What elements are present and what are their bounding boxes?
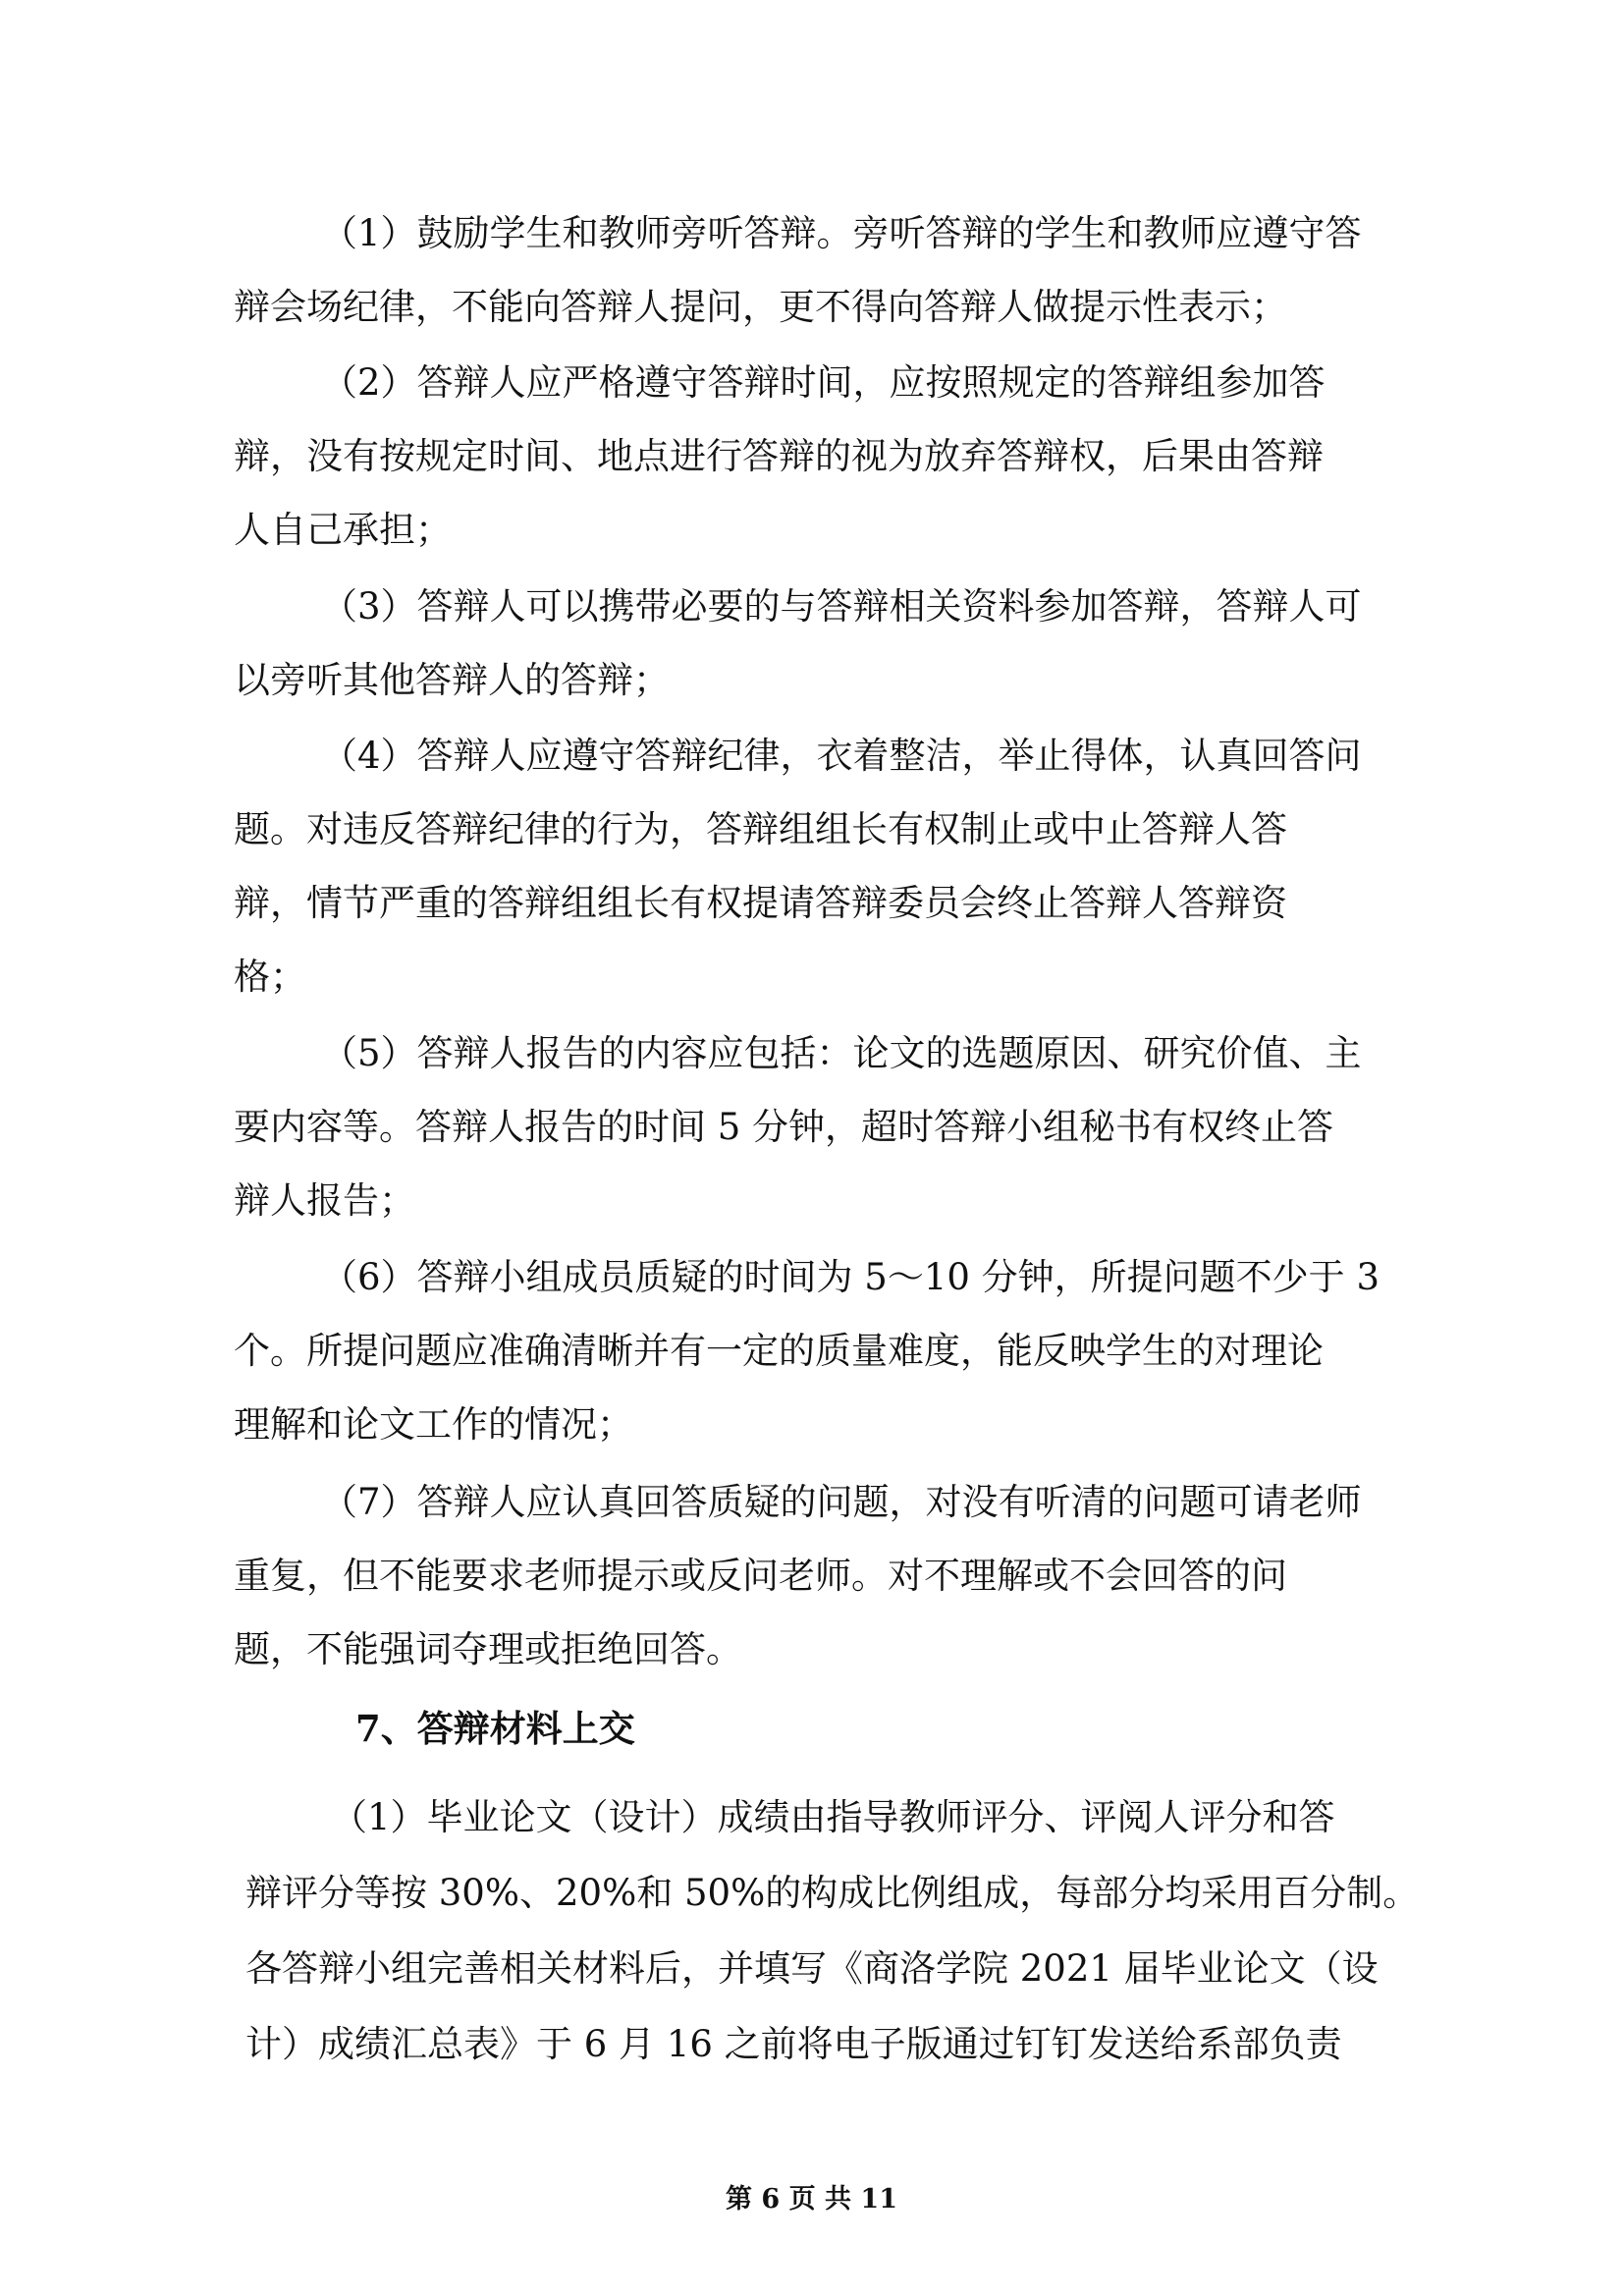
paragraph-line: 辩会场纪律，不能向答辩人提问，更不得向答辩人做提示性表示； bbox=[234, 286, 1287, 328]
paragraph-line: （7）答辩人应认真回答质疑的问题，对没有听清的问题可请老师 bbox=[321, 1481, 1362, 1523]
paragraph-line: 个。所提问题应准确清晰并有一定的质量难度，能反映学生的对理论 bbox=[234, 1330, 1324, 1372]
paragraph-line: （6）答辩小组成员质疑的时间为 5～10 分钟，所提问题不少于 3 bbox=[321, 1256, 1380, 1298]
paragraph-line: 辩人报告； bbox=[234, 1179, 415, 1222]
paragraph-line: （4）答辩人应遵守答辩纪律，衣着整洁，举止得体，认真回答问 bbox=[321, 735, 1362, 777]
paragraph-line: 题，不能强词夺理或拒绝回答。 bbox=[234, 1628, 742, 1670]
paragraph-line: 辩，没有按规定时间、地点进行答辩的视为放弃答辩权，后果由答辩 bbox=[234, 435, 1324, 477]
page-number-footer: 第 6 页 共 11 bbox=[726, 2184, 897, 2214]
paragraph-line: 计）成绩汇总表》于 6 月 16 之前将电子版通过钉钉发送给系部负责 bbox=[245, 2023, 1342, 2065]
paragraph-line: 要内容等。答辩人报告的时间 5 分钟，超时答辩小组秘书有权终止答 bbox=[234, 1106, 1334, 1148]
paragraph-line: 以旁听其他答辩人的答辩； bbox=[234, 659, 670, 701]
paragraph-line: 辩，情节严重的答辩组组长有权提请答辩委员会终止答辩人答辩资 bbox=[234, 882, 1287, 924]
paragraph-line: 重复，但不能要求老师提示或反问老师。对不理解或不会回答的问 bbox=[234, 1555, 1287, 1597]
paragraph-line: （1）毕业论文（设计）成绩由指导教师评分、评阅人评分和答 bbox=[331, 1796, 1335, 1838]
paragraph-line: 人自己承担； bbox=[234, 509, 452, 551]
paragraph-line: （2）答辩人应严格遵守答辩时间，应按照规定的答辩组参加答 bbox=[321, 361, 1325, 404]
paragraph-line: 题。对违反答辩纪律的行为，答辩组组长有权制止或中止答辩人答 bbox=[234, 808, 1287, 850]
paragraph-line: 各答辩小组完善相关材料后，并填写《商洛学院 2021 届毕业论文（设 bbox=[245, 1947, 1379, 1990]
paragraph-line: （5）答辩人报告的内容应包括：论文的选题原因、研究价值、主 bbox=[321, 1032, 1362, 1074]
paragraph-line: 理解和论文工作的情况； bbox=[234, 1403, 633, 1446]
paragraph-line: 格； bbox=[234, 956, 306, 998]
paragraph-line: （1）鼓励学生和教师旁听答辩。旁听答辩的学生和教师应遵守答 bbox=[321, 212, 1362, 254]
paragraph-line: （3）答辩人可以携带必要的与答辩相关资料参加答辩，答辩人可 bbox=[321, 585, 1362, 628]
paragraph-line: 辩评分等按 30%、20%和 50%的构成比例组成，每部分均采用百分制。 bbox=[245, 1872, 1420, 1914]
section-heading: 7、答辩材料上交 bbox=[355, 1707, 635, 1750]
